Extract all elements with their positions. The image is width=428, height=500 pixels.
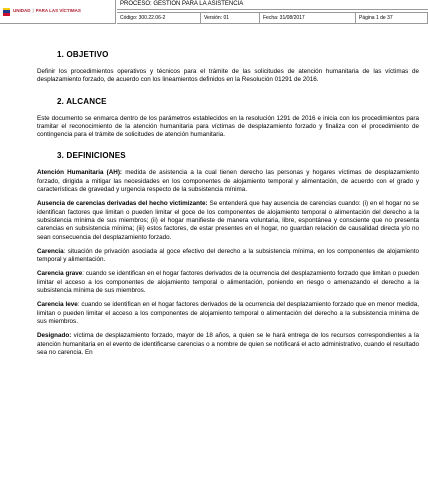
metadata-row [117, 12, 428, 24]
document-body [37, 50, 419, 363]
definition-text: víctima de desplazamiento forzado, mayor de 18 años, a quien se le hará entrega de los recursos correspondientes a la atención humanitaria en el evento de identificarse carencias o a nombre de quien se notificará el acto administrativo, cuando el resultado sea no carencia. En [37, 332, 419, 356]
page-number: Página 1 de 37 [356, 12, 428, 24]
logo-left-text: UNIDAD [13, 8, 31, 14]
logo: UNIDAD | PARA LAS VÍCTIMAS [0, 0, 116, 24]
definition-text: : cuando se identifican en el hogar factores derivados de la ocurrencia del desplazamiento forzado que limitan o pueden limitar el acceso a los componentes de alojamiento temporal o alimentación, poniendo en riesgo o amenazando el derecho a la subsistencia mínima de sus miembros. [37, 270, 420, 295]
definition-term: Carencia [37, 247, 64, 255]
definition-item [37, 169, 419, 194]
process-title: PROCESO: GESTIÓN PARA LA ASISTENCIA [117, 0, 428, 10]
definition-item [37, 270, 419, 295]
definition-item [37, 200, 419, 241]
definition-term: Carencia leve [37, 301, 78, 309]
definition-item [37, 248, 419, 265]
document-code: Código: 300.22.06-2 [117, 12, 201, 24]
logo-right-text: PARA LAS VÍCTIMAS [35, 8, 81, 14]
section-objetivo [37, 50, 419, 85]
section-alcance [37, 97, 419, 140]
document-date: Fecha: 31/08/2017 [260, 12, 356, 24]
section-definiciones [37, 151, 419, 357]
definition-item [37, 301, 419, 326]
definition-text: medida de asistencia a la cual tienen derecho las personas y hogares víctimas de desplazamiento forzado, dirigida a mitigar las necesidades en los componentes de alojamiento temporal y alimentación, de acuerdo con el grado y características de gravedad y urgencia respecto de la subsistencia mínima. [37, 169, 419, 194]
section-title: 1. OBJETIVO [57, 50, 109, 59]
definition-text: : cuando se identifican en el hogar factores derivados de la ocurrencia del desplazamiento forzado que en menor medida, limitan o pueden limitar el acceso a los componentes de alojamiento temporal o alimentación del derecho a la subsistencia mínima de sus miembros. [37, 301, 419, 325]
flag-icon [3, 8, 10, 16]
section-title: 3. DEFINICIONES [57, 151, 126, 161]
definition-term: Carencia grave [37, 270, 83, 278]
section-text: Definir los procedimientos operativos y técnicos para el trámite de las solicitudes de atención humanitaria de las víctimas de desplazamiento forzado, de acuerdo con los lineamientos definidos en la Resolución 01291 de 2016. [37, 68, 419, 84]
definition-item [37, 332, 419, 357]
definition-term: Ausencia de carencias derivadas del hecho victimizante: [37, 200, 208, 208]
definition-term: Atención Humanitaria (AH): [37, 169, 123, 177]
definition-term: Designado: [37, 332, 72, 340]
document-version: Versión: 01 [201, 12, 260, 24]
section-title: 2. ALCANCE [57, 96, 107, 106]
definition-text: : situación de privación asociada al goce efectivo del derecho a la subsistencia mínima, en los componentes de alojamiento temporal y alimentación. [37, 247, 419, 264]
document-header [0, 0, 428, 24]
section-text: Este documento se enmarca dentro de los parámetros establecidos en la resolución 1291 de 2016 e inicia con los procedimientos para tramitar el reconocimiento de la atención humanitaria para víctimas de desplazamiento forzado y finaliza con el procedimiento de contingencia para el trámite de solicitudes de atención humanitaria. [37, 114, 419, 139]
definition-text: Se entenderá que hay ausencia de carencias cuando: (i) en el hogar no se identifican factores que limitan o pueden limitar el goce de los componentes de alojamiento temporal o alimentación del derecho a la subsistencia mínima de sus miembros; (ii) el hogar manifieste de manera voluntaria, libre, espontánea y consciente que no presenta carencias en subsistencia mínima; (iii) estos factores, de estar presentes en el hogar, no guardan relación de causalidad directa y/o no sean consecuencia del desplazamiento forzado. [37, 200, 419, 241]
